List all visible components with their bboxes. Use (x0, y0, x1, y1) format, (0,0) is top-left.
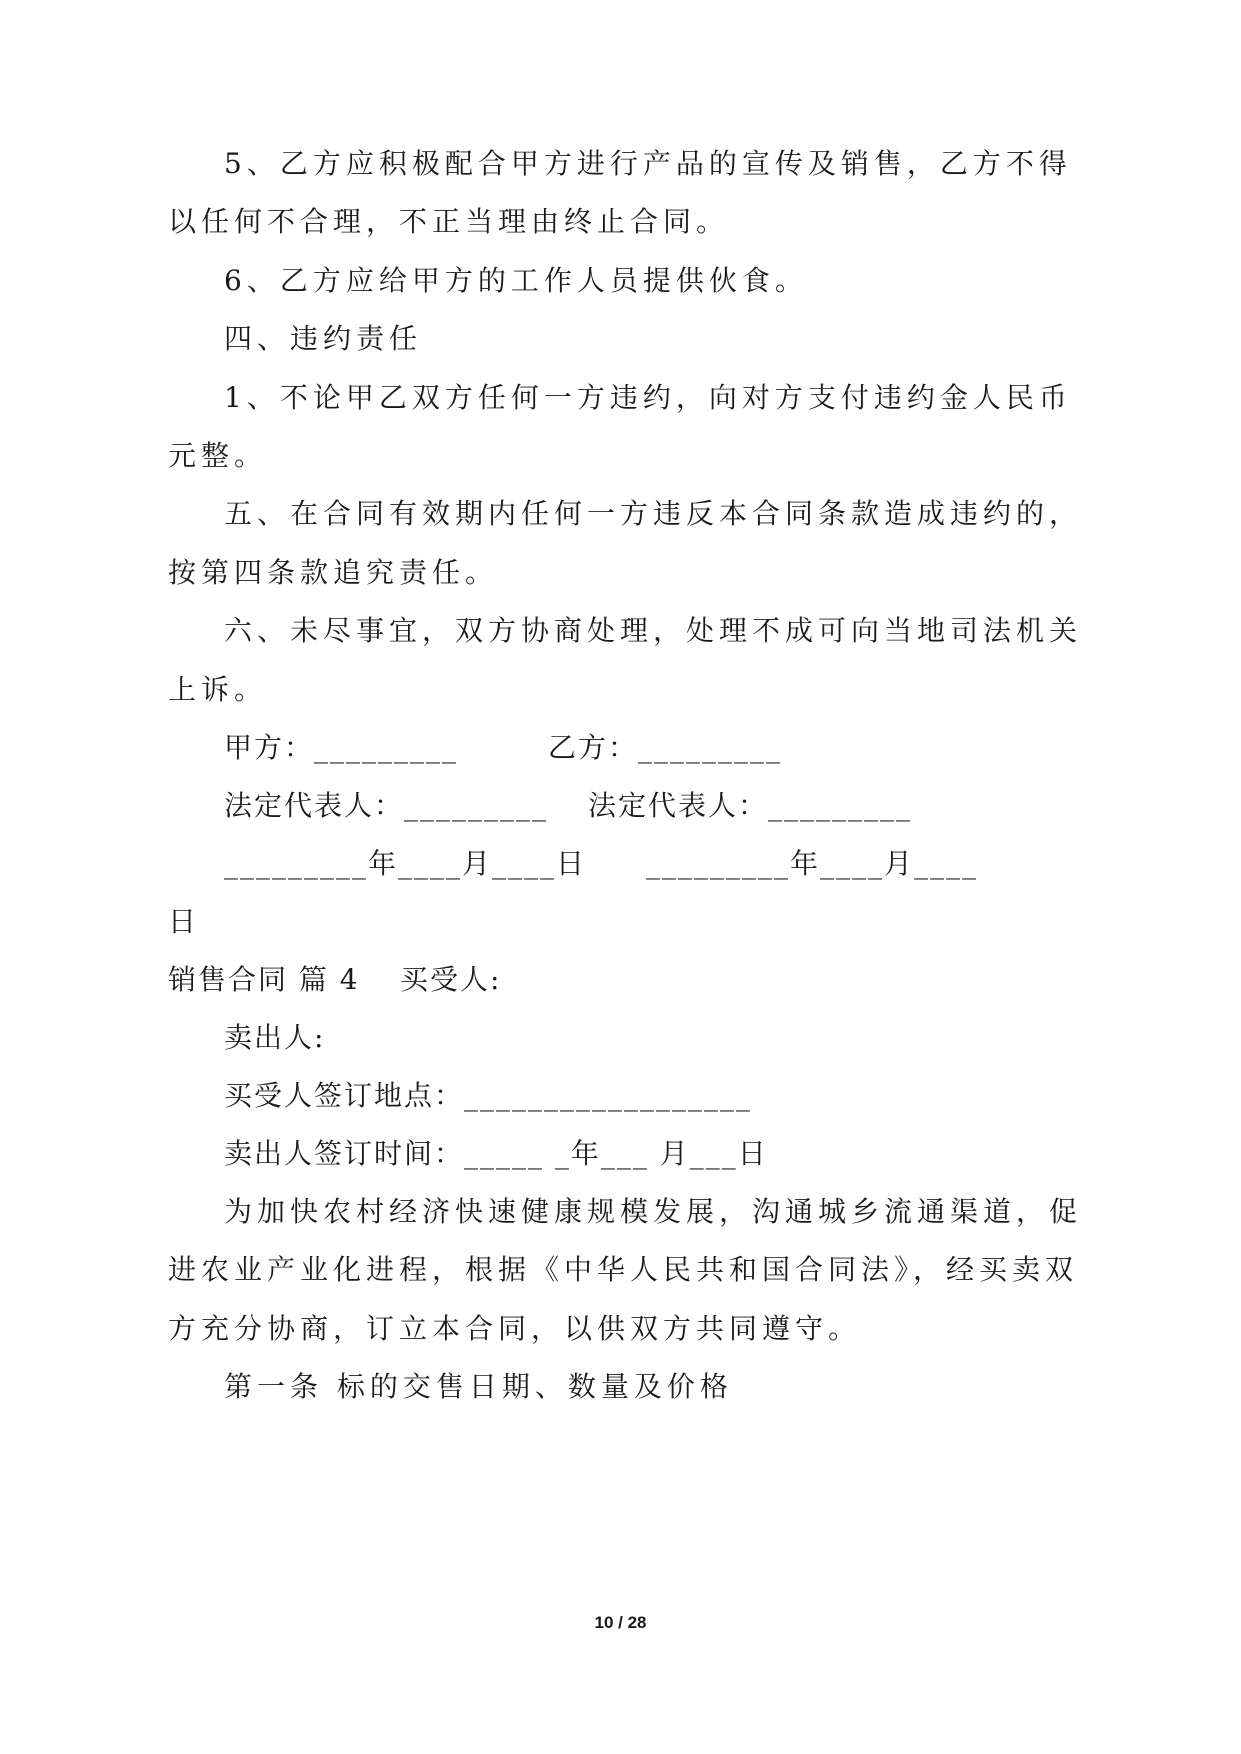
intro-line-2: 进农业产业化进程，根据《中华人民共和国合同法》，经买卖双 (168, 1253, 1079, 1286)
clause-5-line-2: 以任何不合理，不正当理由终止合同。 (168, 205, 730, 238)
section-6-line-1: 六、未尽事宜，双方协商处理，处理不成可向当地司法机关 (224, 614, 1083, 647)
section-5-line-1: 五、在合同有效期内任何一方违反本合同条款造成违约的， (224, 497, 1083, 530)
clause-5-line-1: 5、乙方应积极配合甲方进行产品的宣传及销售，乙方不得 (224, 147, 1072, 180)
party-b-signature: 乙方：_________ (548, 731, 783, 764)
contract-4-heading: 销售合同 篇 4 (168, 963, 360, 996)
section-4-heading: 四、违约责任 (224, 322, 423, 355)
buyer-label: 买受人: (400, 963, 502, 996)
breach-clause-1-line-1: 1、不论甲乙双方任何一方违约，向对方支付违约金人民币 (224, 381, 1072, 414)
party-b-representative: 法定代表人：_________ (588, 789, 913, 822)
intro-line-1: 为加快农村经济快速健康规模发展，沟通城乡流通渠道，促 (224, 1195, 1083, 1228)
section-5-line-2: 按第四条款追究责任。 (168, 556, 499, 589)
party-a-date: _________年____月____日 (224, 847, 587, 880)
article-1-heading: 第一条 标的交售日期、数量及价格 (224, 1370, 733, 1403)
party-b-date: _________年____月____ (646, 847, 979, 880)
sign-place: 买受人签订地点：__________________ (224, 1079, 753, 1112)
seller-label: 卖出人: (224, 1021, 326, 1054)
party-b-date-wrap: 日 (168, 905, 202, 938)
sign-time: 卖出人签订时间：_____ _年___ 月___日 (224, 1137, 768, 1170)
section-6-line-2: 上诉。 (168, 673, 268, 706)
party-a-representative: 法定代表人：_________ (224, 789, 549, 822)
intro-line-3: 方充分协商，订立本合同，以供双方共同遵守。 (168, 1312, 862, 1345)
clause-6: 6、乙方应给甲方的工作人员提供伙食。 (224, 264, 808, 297)
page-number: 10 / 28 (594, 1613, 647, 1632)
party-a-signature: 甲方：_________ (224, 731, 459, 764)
breach-clause-1-line-2: 元整。 (168, 439, 268, 472)
